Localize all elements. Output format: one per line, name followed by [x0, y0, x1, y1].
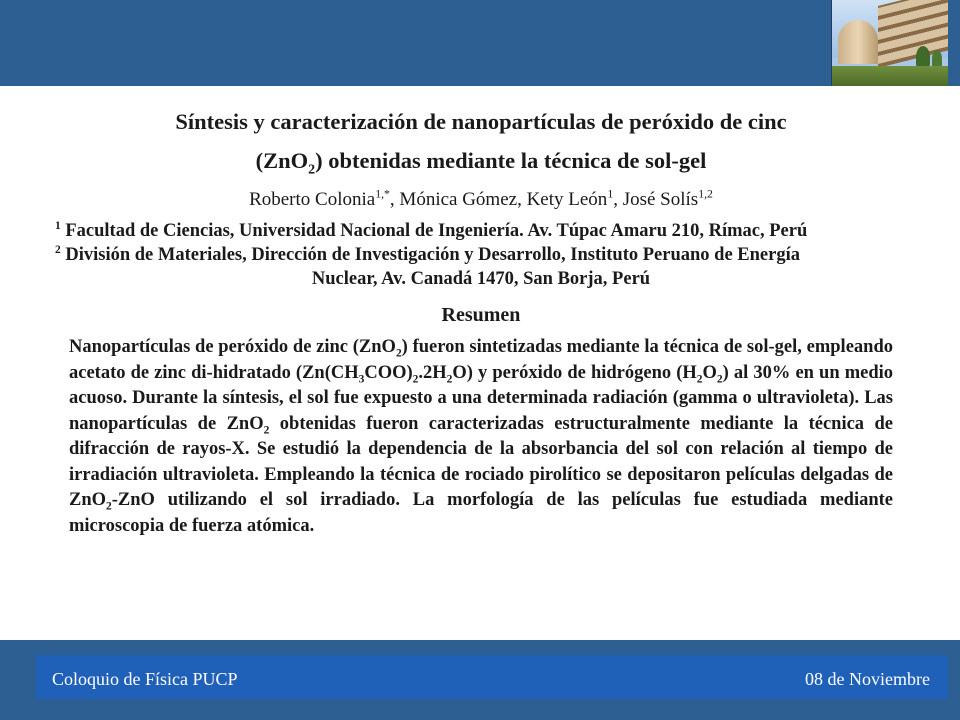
paper-title-line1: Síntesis y caracterización de nanopartículas de peróxido de cinc [175, 109, 787, 134]
affiliation-1 [55, 219, 907, 243]
title-subscript: 2 [308, 162, 316, 178]
author-name: Mónica Gómez [399, 189, 518, 210]
affiliations [55, 219, 907, 291]
title-text: (ZnO [255, 148, 309, 173]
abstract-subscript: 2 [106, 500, 112, 513]
footer-date: 08 de Noviembre [805, 669, 930, 689]
paper-abstract [55, 100, 907, 539]
abstract-heading: Resumen [441, 304, 521, 326]
abstract-text: ) al 30% en un medio acuoso. Durante la síntesis, el sol fue expuesto a una determinada radiación (gamma o ultravioleta). Las nanopartículas de ZnO [69, 362, 894, 434]
footer-event: Coloquio de Física PUCP [52, 669, 238, 689]
author-sup: 1 [607, 187, 614, 201]
affiliation-text: Facultad de Ciencias, Universidad Nacional de Ingeniería. Av. Túpac Amaru 210, Rímac, Perú [65, 221, 808, 241]
abstract-subscript: 3 [358, 373, 365, 386]
abstract-body [69, 335, 893, 539]
author-sup: 1,2 [698, 187, 713, 201]
author-name: Roberto Colonia [249, 189, 376, 210]
abstract-subscript: 2 [446, 373, 453, 386]
photo-tree [916, 46, 930, 68]
photo-ground [832, 66, 948, 86]
footer-panel [36, 655, 948, 699]
paper-title-line2 [55, 148, 907, 178]
abstract-text: -ZnO utilizando el sol irradiado. La morfología de las películas fue estudiada mediante microscopia de fuerza atómica. [69, 490, 893, 536]
abstract-text: obtenidas fueron caracterizadas estructuralmente mediante la técnica de difracción de rayos-X. Se estudió la dependencia de la absorbancia del sol con relación al tiempo de irradiación ultravioleta. Empleando la técnica de rociado pirolítico se depositaron películas delgadas de ZnO [69, 413, 893, 510]
author-name: Kety León [526, 189, 608, 210]
building-photo [831, 0, 948, 86]
affiliation-text: División de Materiales, Dirección de Investigación y Desarrollo, Instituto Peruano de Energía [65, 245, 800, 265]
abstract-text: ) fueron sintetizadas mediante la técnica de sol-gel, empleando acetato de zinc di-hidratado (Zn(CH [69, 337, 893, 383]
abstract-text: O [702, 362, 717, 383]
author-sup: 1,* [375, 187, 390, 201]
abstract-text: O) y peróxido de hidrógeno (H [452, 362, 697, 383]
title-text: ) obtenidas mediante la técnica de sol-gel [315, 148, 707, 173]
abstract-text: .2H [418, 362, 447, 383]
affiliation-2 [55, 243, 907, 267]
affiliation-number: 1 [55, 219, 61, 232]
photo-dome [838, 20, 878, 64]
abstract-text: COO) [364, 362, 413, 383]
abstract-subscript: 2 [263, 424, 270, 437]
abstract-text: Nanopartículas de peróxido de zinc (ZnO [69, 337, 396, 357]
abstract-subscript: 2 [716, 373, 723, 386]
affiliation-number: 2 [55, 243, 61, 256]
author-name: José Solís [622, 189, 699, 210]
author-list: Roberto Colonia$^{1,*}$, Mónica Gómez, Kety León$^1$, José Solís$^{1,2}$ [249, 187, 713, 210]
abstract-subscript: 2 [395, 347, 402, 360]
affiliation-2-continued: Nuclear, Av. Canadá 1470, San Borja, Perú [311, 269, 651, 289]
abstract-subscript: 2 [412, 373, 419, 386]
header-bar [0, 0, 960, 86]
abstract-subscript: 2 [696, 373, 703, 386]
